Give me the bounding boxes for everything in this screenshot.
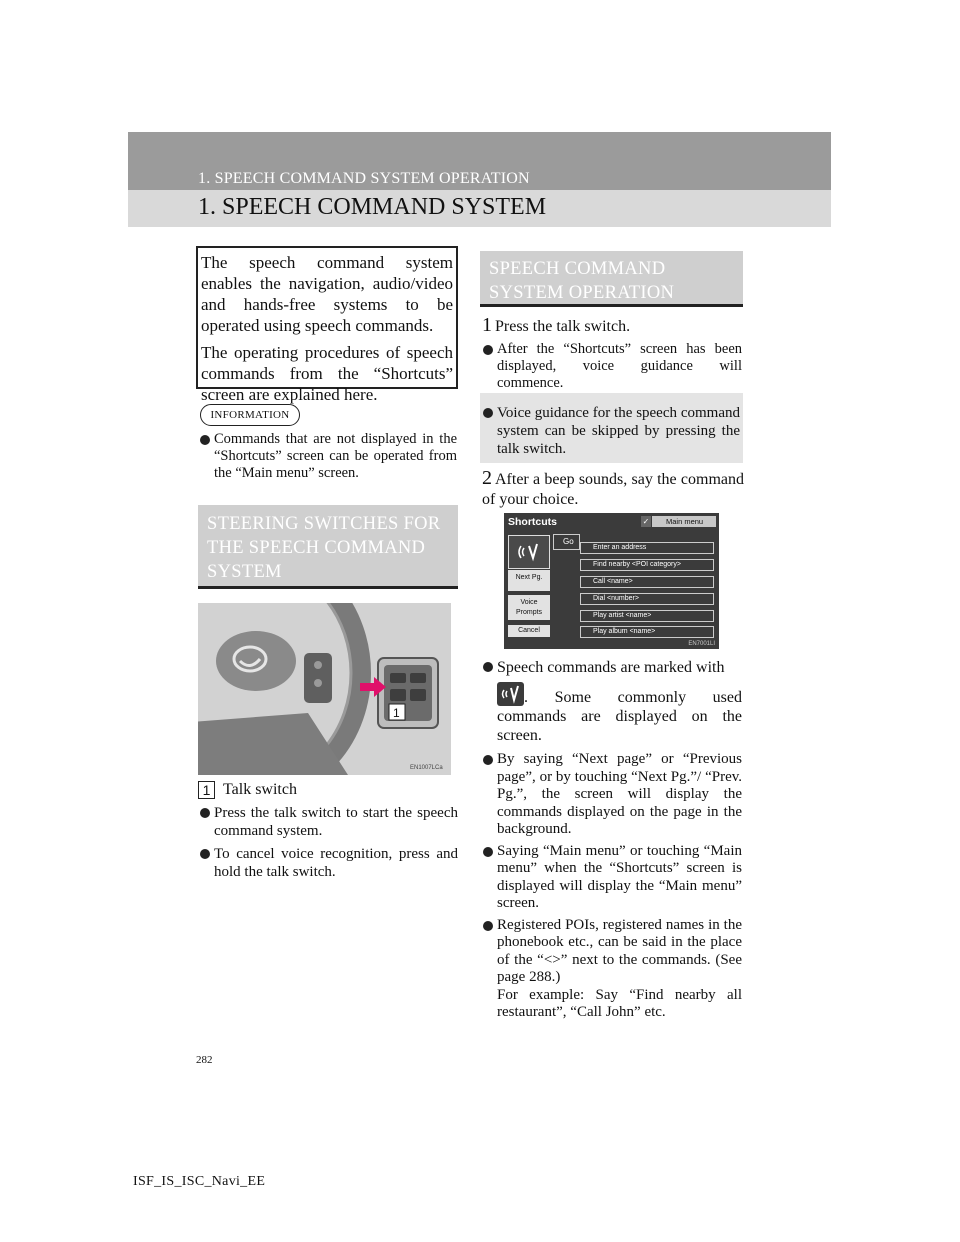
steering-wheel-illustration: [198, 603, 451, 775]
section-title: 1. SPEECH COMMAND SYSTEM: [198, 194, 547, 220]
step-2: [482, 468, 744, 510]
note-marked: [482, 658, 742, 745]
operation-section-heading: [480, 251, 743, 307]
command-item[interactable]: Find nearby <POI category>: [580, 559, 714, 571]
note-next-page: By saying “Next page” or “Previous page”, or by touching “Next Pg.”/ “Prev. Pg.”, the screen will display the commands displayed on the page in the background.: [482, 751, 742, 839]
step-2-number: 2: [482, 467, 492, 489]
page-number: 282: [196, 1054, 213, 1066]
note-marked-text-a: Speech commands are marked with: [497, 659, 725, 676]
next-page-button[interactable]: Next Pg.: [508, 570, 550, 591]
command-item[interactable]: Dial <number>: [580, 593, 714, 605]
step-1-note: After the “Shortcuts” screen has been displayed, voice guidance will commence.: [482, 341, 742, 392]
talk-switch-number: 1: [198, 781, 215, 799]
note-example: For example: Say “Find nearby all restaurant”, “Call John” etc.: [497, 986, 742, 1020]
intro-box: [196, 246, 458, 404]
command-item[interactable]: Play album <name>: [580, 626, 714, 638]
main-menu-button[interactable]: ✓ Main menu: [652, 516, 716, 527]
operation-heading-text: SPEECH COMMAND SYSTEM OPERATION: [489, 259, 675, 303]
steering-note-item: To cancel voice recognition, press and hold the talk switch.: [199, 845, 458, 881]
document-id: ISF_IS_ISC_Navi_EE: [133, 1174, 266, 1189]
voice-prompts-button[interactable]: Voice Prompts: [508, 595, 550, 620]
cancel-button[interactable]: Cancel: [508, 625, 550, 637]
callout-number: 1: [393, 706, 400, 720]
intro-paragraph-1: The speech command system enables the navigation, audio/video and hands-free systems to be operated using speech commands.: [201, 253, 453, 335]
step-2-text: After a beep sounds, say the command of your choice.: [482, 471, 744, 508]
go-button[interactable]: Go: [553, 534, 580, 550]
image-code: EN1007LCa: [410, 765, 443, 771]
shortcuts-screen: [504, 513, 719, 649]
note-main-menu: Saying “Main menu” or touching “Main menu” when the “Shortcuts” screen is displayed will display the “Main menu” screen.: [482, 843, 742, 913]
command-item[interactable]: Call <name>: [580, 576, 714, 588]
information-item: Commands that are not displayed in the “Shortcuts” screen can be operated from the “Main menu” screen.: [199, 431, 457, 482]
command-item[interactable]: Enter an address: [580, 542, 714, 554]
chapter-title: 1. SPEECH COMMAND SYSTEM OPERATION: [198, 170, 530, 187]
steering-section-heading: [198, 505, 458, 589]
note-registered: Registered POIs, registered names in the phonebook etc., can be said in the place of the “<>” next to the commands. (See page 288.): [482, 917, 742, 987]
steering-note-item: Press the talk switch to start the speech command system.: [199, 804, 458, 840]
information-list: [199, 431, 457, 482]
step-1-text: Press the talk switch.: [495, 318, 631, 335]
voice-icon-button[interactable]: [508, 535, 550, 569]
tip-item: Voice guidance for the speech command system can be skipped by pressing the talk switch.: [482, 404, 740, 458]
chapter-header: [128, 132, 831, 190]
command-item[interactable]: Play artist <name>: [580, 610, 714, 622]
screen-title: Shortcuts: [508, 516, 558, 528]
step-1-number: 1: [482, 314, 492, 336]
speech-icon: [509, 536, 549, 568]
steering-heading-text: STEERING SWITCHES FOR THE SPEECH COMMAND SYSTEM: [207, 514, 441, 582]
steering-wheel-image: [198, 603, 451, 775]
intro-paragraph-2: The operating procedures of speech commands from the “Shortcuts” screen are explained here.: [201, 343, 453, 404]
tip-box: [480, 393, 743, 463]
step-1: [482, 315, 744, 337]
information-tag: INFORMATION: [200, 404, 300, 426]
steering-notes: [199, 804, 458, 886]
operation-notes: [482, 658, 742, 1022]
talk-switch-label: [198, 781, 297, 799]
step-1-notes: [482, 341, 742, 396]
speech-command-icon: [497, 682, 524, 706]
section-header: [128, 190, 831, 227]
note-marked-text-b: . Some commonly used commands are displayed on the screen.: [497, 689, 742, 744]
talk-switch-text: Talk switch: [223, 781, 297, 798]
screen-code: EN7001LI: [688, 641, 715, 647]
